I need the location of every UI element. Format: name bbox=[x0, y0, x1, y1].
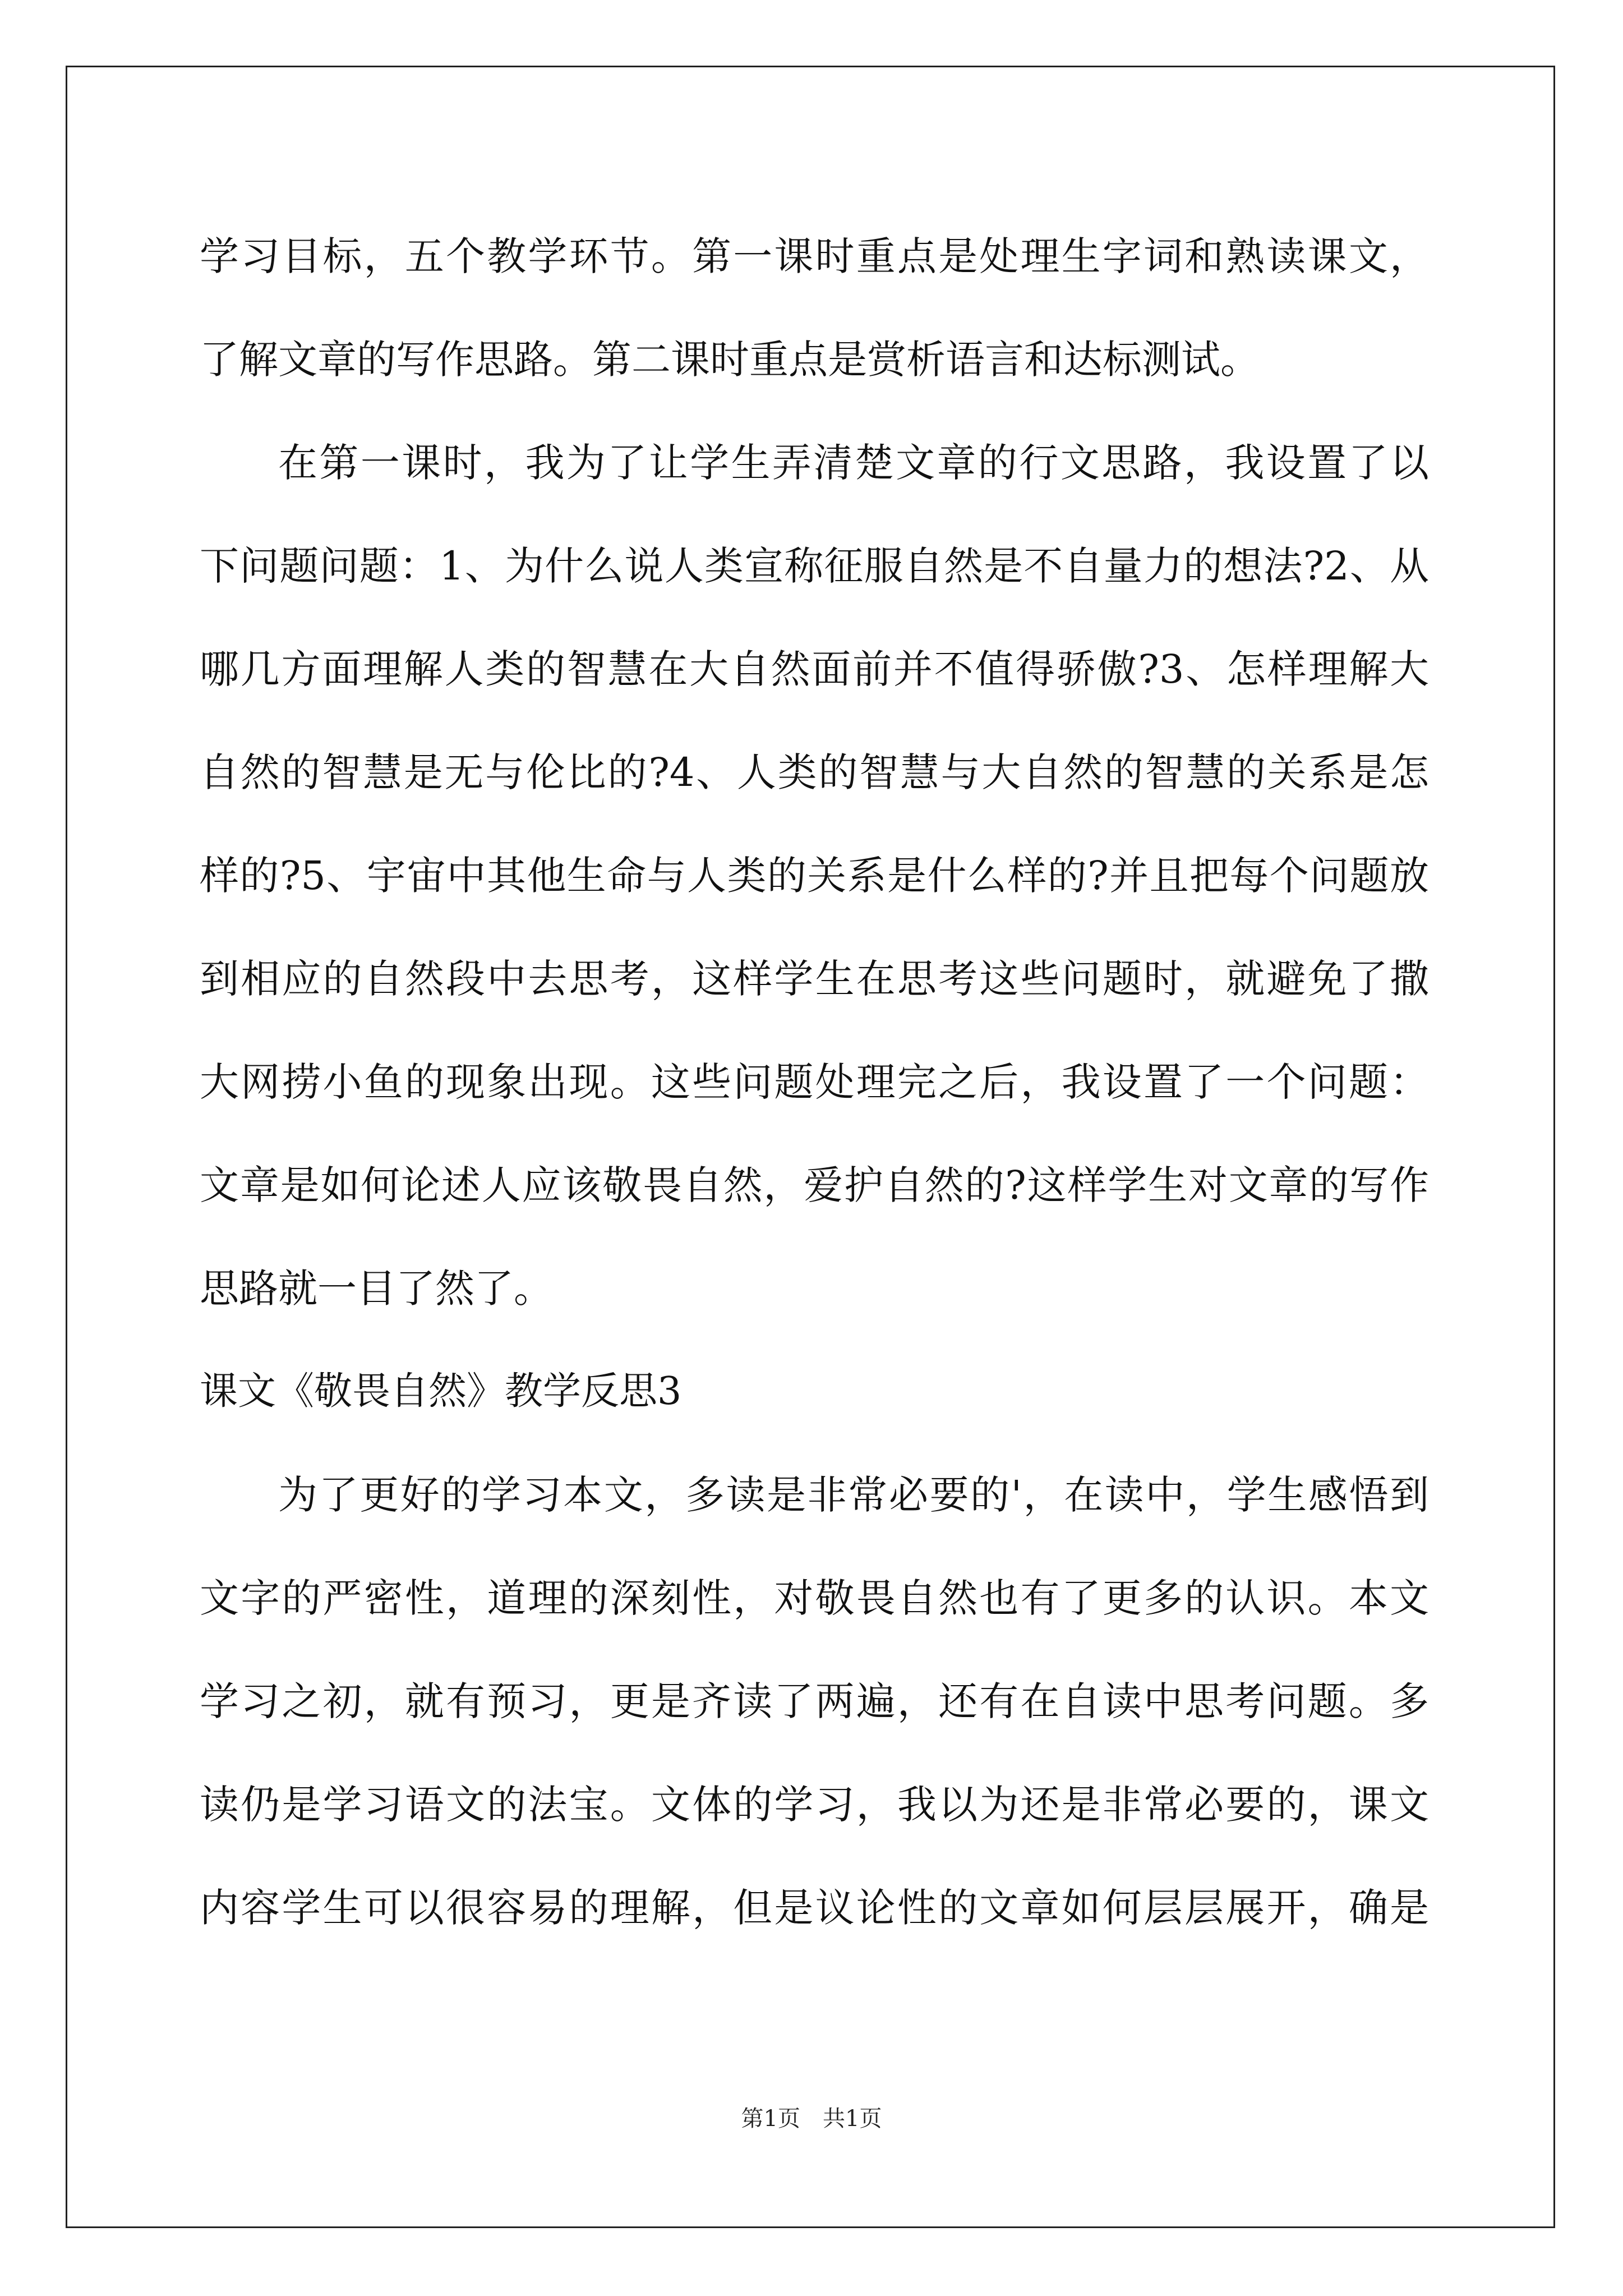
section-heading: 课文《敬畏自然》教学反思3 bbox=[200, 1369, 682, 1414]
paragraph-line: 内容学生可以很容易的理解，但是议论性的文章如何层层展开，确是 bbox=[200, 1885, 1429, 1931]
paragraph-line: 下问题问题：1、为什么说人类宣称征服自然是不自量力的想法?2、从 bbox=[200, 543, 1429, 589]
paragraph-line: 到相应的自然段中去思考，这样学生在思考这些问题时，就避免了撒 bbox=[200, 956, 1429, 1002]
document-body bbox=[200, 205, 1429, 1959]
paragraph-line: 大网捞小鱼的现象出现。这些问题处理完之后，我设置了一个问题： bbox=[200, 1059, 1429, 1105]
paragraph-line: 为了更好的学习本文，多读是非常必要的'，在读中，学生感悟到 bbox=[278, 1472, 1429, 1518]
paragraph-line: 学习之初，就有预习，更是齐读了两遍，还有在自读中思考问题。多 bbox=[200, 1678, 1429, 1724]
paragraph-line: 哪几方面理解人类的智慧在大自然面前并不值得骄傲?3、怎样理解大 bbox=[200, 646, 1429, 692]
paragraph-line: 思路就一目了然了。 bbox=[200, 1266, 553, 1312]
paragraph-line: 自然的智慧是无与伦比的?4、人类的智慧与大自然的智慧的关系是怎 bbox=[200, 749, 1429, 795]
paragraph-line: 在第一课时，我为了让学生弄清楚文章的行文思路，我设置了以 bbox=[278, 440, 1429, 486]
paragraph-line: 了解文章的写作思路。第二课时重点是赏析语言和达标测试。 bbox=[200, 337, 1260, 383]
page-number: 第1页 共1页 bbox=[741, 2106, 882, 2132]
paragraph-line: 文字的严密性，道理的深刻性，对敬畏自然也有了更多的认识。本文 bbox=[200, 1575, 1429, 1621]
paragraph-line: 样的?5、宇宙中其他生命与人类的关系是什么样的?并且把每个问题放 bbox=[200, 853, 1429, 899]
paragraph-line: 读仍是学习语文的法宝。文体的学习，我以为还是非常必要的，课文 bbox=[200, 1782, 1429, 1828]
paragraph-line: 文章是如何论述人应该敬畏自然，爱护自然的?这样学生对文章的写作 bbox=[200, 1162, 1429, 1208]
paragraph-line: 学习目标，五个教学环节。第一课时重点是处理生字词和熟读课文， bbox=[200, 233, 1429, 279]
